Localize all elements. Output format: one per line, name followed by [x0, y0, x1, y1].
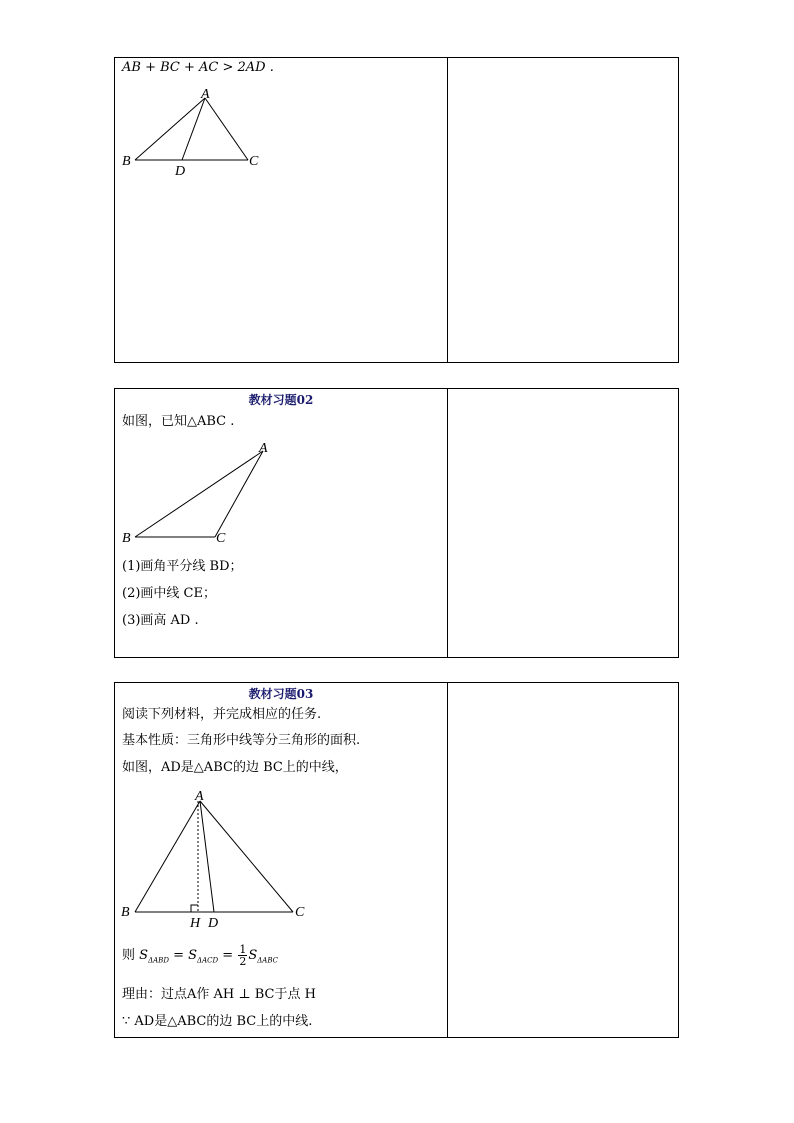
- segment-ac: [205, 98, 248, 160]
- formula-s3: S: [248, 948, 258, 963]
- formula-fraction: [238, 944, 247, 967]
- problem-content: [115, 58, 447, 362]
- formula-s1: S: [139, 948, 149, 963]
- task-1: (1)画角平分线 BD；: [122, 559, 243, 574]
- label-b: B: [122, 154, 131, 169]
- problem-intro: 如图，已知△ABC .: [122, 414, 235, 429]
- label-b: B: [122, 531, 131, 546]
- formula-eq1: =: [173, 948, 184, 963]
- segment-ad: [200, 801, 214, 912]
- problem-box-2: [114, 388, 679, 658]
- material-line-3: 如图，AD是△ABC的边 BC上的中线，: [122, 760, 348, 775]
- triangle-figure-3: [115, 787, 335, 932]
- segment-ac: [200, 801, 293, 912]
- formula-sub-abd: ΔABD: [148, 956, 169, 965]
- segment-ab: [135, 451, 263, 537]
- label-a: A: [259, 441, 268, 456]
- triangle-figure-2: [115, 437, 295, 547]
- right-angle-mark: [191, 905, 198, 912]
- label-c: C: [249, 154, 259, 169]
- because-line: ∵ AD是△ABC的边 BC上的中线.: [122, 1014, 313, 1029]
- material-line-1: 阅读下列材料，并完成相应的任务.: [122, 707, 322, 722]
- segment-ad: [182, 98, 205, 160]
- label-a: A: [195, 789, 204, 804]
- formula-sub-acd: ΔACD: [197, 956, 219, 965]
- material-line-2: 基本性质：三角形中线等分三角形的面积.: [122, 733, 361, 748]
- label-d: D: [208, 916, 219, 931]
- formula-eq2: =: [222, 948, 234, 963]
- problem-box-3: [114, 682, 679, 1038]
- fraction-denominator: 2: [239, 955, 247, 968]
- problem-content: [115, 389, 447, 657]
- column-divider: [447, 389, 448, 657]
- label-c: C: [216, 531, 226, 546]
- label-a: A: [201, 87, 210, 102]
- segment-ab: [135, 801, 200, 912]
- column-divider: [447, 683, 448, 1037]
- triangle-figure-1: [115, 84, 275, 204]
- inequality-text: AB + BC + AC > 2AD .: [122, 60, 274, 75]
- fraction-numerator: 1: [239, 943, 247, 956]
- task-3: (3)画高 AD .: [122, 613, 199, 628]
- problem-title: 教材习题03: [248, 687, 314, 701]
- problem-title: 教材习题02: [248, 393, 314, 407]
- task-2: (2)画中线 CE；: [122, 586, 216, 601]
- column-divider: [447, 58, 448, 362]
- formula-s2: S: [188, 948, 198, 963]
- formula-sub-abc: ΔABC: [257, 956, 278, 965]
- formula-prefix: 则: [122, 948, 136, 963]
- problem-content: [115, 683, 447, 1037]
- reason-line: 理由：过点A作 AH ⊥ BC于点 H: [122, 987, 316, 1002]
- label-h: H: [190, 916, 201, 931]
- segment-ac: [215, 451, 263, 537]
- segment-ab: [135, 98, 205, 160]
- area-formula: [122, 941, 278, 976]
- label-b: B: [121, 905, 130, 920]
- label-c: C: [295, 905, 305, 920]
- problem-box-1: [114, 57, 679, 363]
- label-d: D: [175, 164, 186, 179]
